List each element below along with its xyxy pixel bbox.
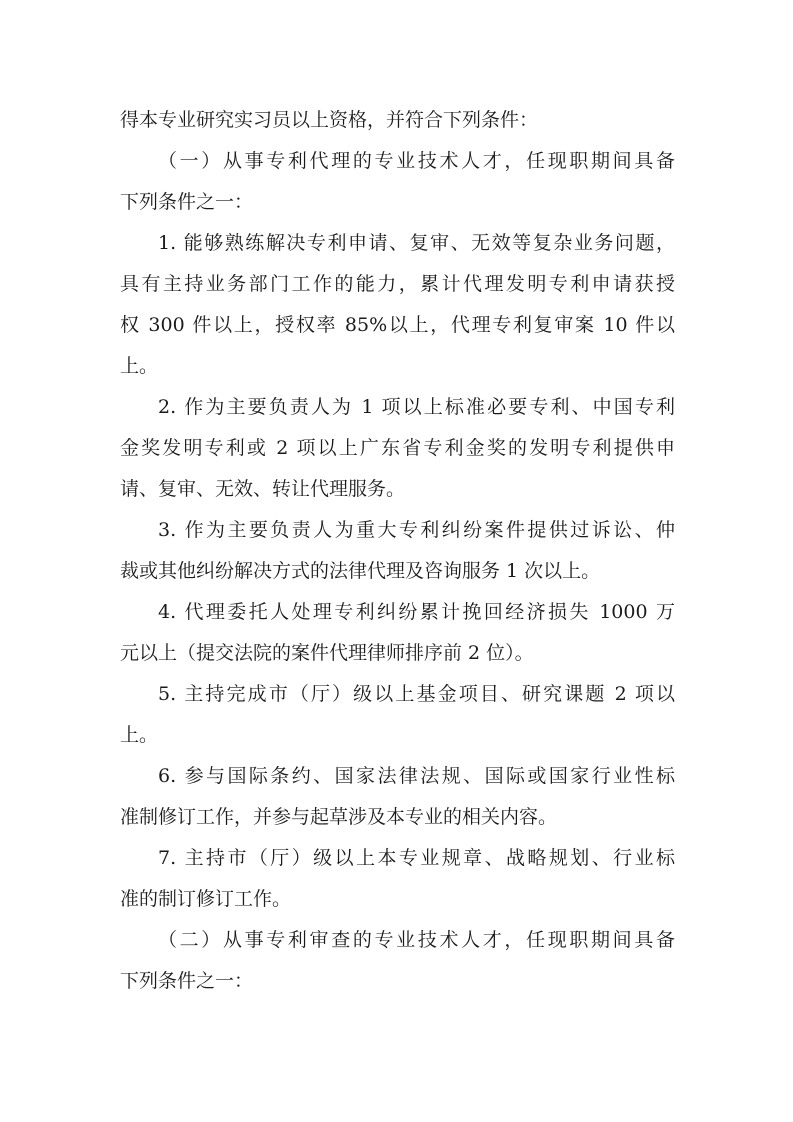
condition-item-3: 3. 作为主要负责人为重大专利纠纷案件提供过诉讼、仲 [158,519,675,541]
condition-item-2: 2. 作为主要负责人为 1 项以上标准必要专利、中国专利 [158,396,675,418]
text-line: 权 300 件以上，授权率 85%以上，代理专利复审案 10 件以 [120,314,675,336]
condition-item-6: 6. 参与国际条约、国家法律法规、国际或国家行业性标 [158,765,675,787]
condition-item-7: 7. 主持市（厅）级以上本专业规章、战略规划、行业标 [158,847,675,869]
text-line: 裁或其他纠纷解决方式的法律代理及咨询服务 1 次以上。 [120,560,601,582]
text-line: 准的制订修订工作。 [120,888,292,910]
text-line: 上。 [120,355,159,377]
text-line: 元以上（提交法院的案件代理律师排序前 2 位）。 [120,642,534,664]
text-line: 金奖发明专利或 2 项以上广东省专利金奖的发明专利提供申 [120,437,675,459]
document-page [120,100,675,1002]
condition-item-5: 5. 主持完成市（厅）级以上基金项目、研究课题 2 项以 [158,683,675,705]
text-line: 准制修订工作，并参与起草涉及本专业的相关内容。 [120,806,558,828]
condition-item-1: 1. 能够熟练解决专利申请、复审、无效等复杂业务问题， [158,232,675,254]
text-line: 请、复审、无效、转让代理服务。 [120,478,406,500]
condition-item-4: 4. 代理委托人处理专利纠纷累计挽回经济损失 1000 万 [158,601,675,623]
text-line: 下列条件之一： [120,191,254,213]
text-line: 得本专业研究实习员以上资格，并符合下列条件： [120,109,539,131]
text-line: 具有主持业务部门工作的能力，累计代理发明专利申请获授 [120,273,675,295]
text-line: 上。 [120,724,159,746]
section-heading-patent-agency: （一）从事专利代理的专业技术人才，任现职期间具备 [158,150,675,172]
text-line: 下列条件之一： [120,970,254,992]
section-heading-patent-examination: （二）从事专利审查的专业技术人才，任现职期间具备 [158,929,675,951]
